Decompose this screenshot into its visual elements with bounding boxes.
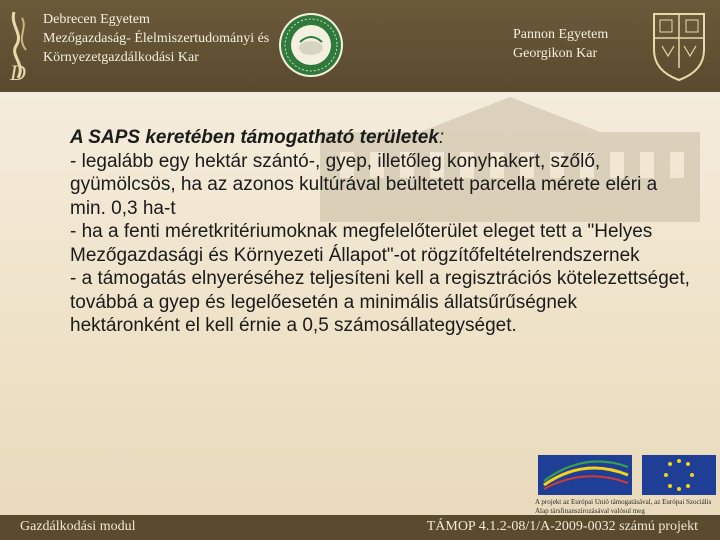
funding-logos xyxy=(538,455,716,495)
footer-bar xyxy=(0,515,720,540)
eu-funding-note: A projekt az Európai Unió támogatásával, az Európai Szociális Alap társfinanszírozásával valósul meg xyxy=(535,498,712,515)
svg-text:D: D xyxy=(10,60,26,82)
header-banner xyxy=(0,0,720,92)
footer-module-name: Gazdálkodási modul xyxy=(20,519,136,534)
right-institution-line1: Pannon Egyetem xyxy=(513,27,609,42)
university-logo-icon xyxy=(6,8,36,82)
right-institution-name xyxy=(513,25,608,63)
bullet-paragraph-1: - legalább egy hektár szántó-, gyep, illetőleg konyhakert, szőlő, gyümölcsös, ha az azonos kultúrával beültetett parcella mérete eléri a min. 0,3 ha-t xyxy=(70,150,658,219)
slide-heading-bold: A SAPS keretében támogatható területek xyxy=(70,127,439,148)
left-institution-line1: Debrecen Egyetem xyxy=(43,12,150,27)
right-institution-line2: Georgikon Kar xyxy=(513,46,598,61)
slide-heading xyxy=(70,126,690,150)
left-institution-line3: Környezetgazdálkodási Kar xyxy=(43,50,199,65)
bullet-paragraph-2: - ha a fenti méretkritériumoknak megfelelőterület eleget tett a "Helyes Mezőgazdasági és Környezeti Állapot"-ot rögzítőfeltételrendszernek xyxy=(70,221,653,266)
footer-project-code: TÁMOP 4.1.2-08/1/A-2009-0032 számú projekt xyxy=(426,519,698,534)
left-institution-name xyxy=(43,10,269,67)
university-crest-icon xyxy=(648,8,710,84)
bullet-paragraph-3: - a támogatás elnyeréséhez teljesíteni kell a regisztrációs kötelezettséget, továbbá a gyep és legelőesetén a minimális állatsűrűségnek hektáronként el kell érnie a 0,5 számosállategységet. xyxy=(70,268,690,336)
slide-body-text xyxy=(70,126,690,338)
uj-magyarorszag-logo-icon xyxy=(538,455,632,495)
slide-heading-colon: : xyxy=(438,127,445,148)
left-institution-line2: Mezőgazdaság- Élelmiszertudományi és xyxy=(43,31,270,46)
faculty-seal-icon xyxy=(278,12,344,78)
eu-flag-icon xyxy=(642,455,716,495)
